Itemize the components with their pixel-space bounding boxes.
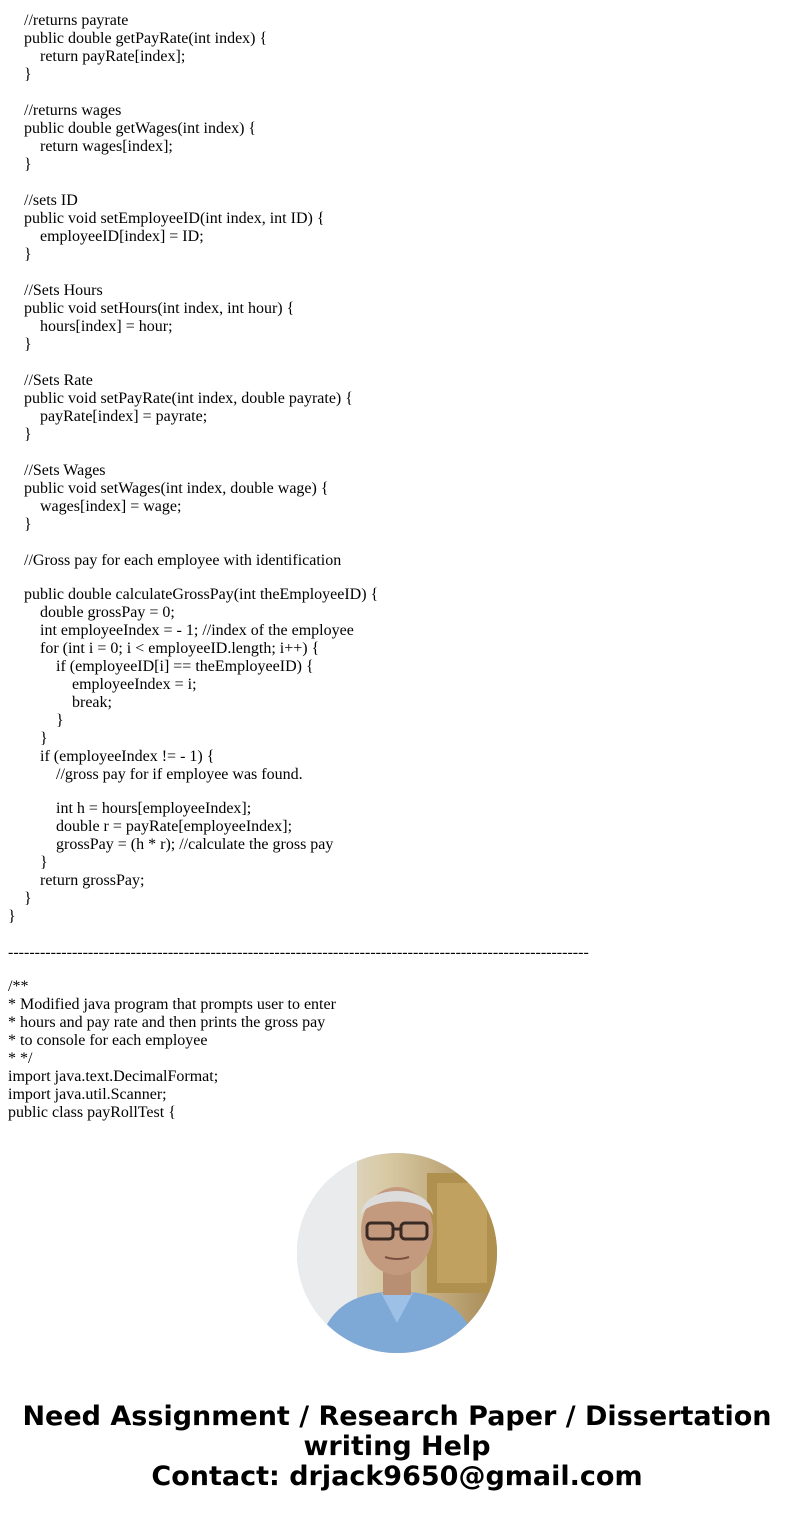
code-line: //Sets Rate (8, 372, 93, 389)
code-line: } (8, 890, 32, 907)
code-line: } (8, 712, 64, 729)
code-line: //Gross pay for each employee with identification (8, 552, 342, 569)
code-line: //returns wages (8, 102, 122, 119)
code-line: } (8, 246, 32, 263)
code-line: } (8, 516, 32, 533)
code-block-accessors (8, 12, 778, 570)
code-line (8, 174, 778, 192)
code-line: return payRate[index]; (8, 48, 186, 65)
code-line (8, 534, 778, 552)
code-line: //gross pay for if employee was found. (8, 766, 303, 783)
code-line: } (8, 730, 48, 747)
code-line: if (employeeID[i] == theEmployeeID) { (8, 658, 314, 675)
code-line: /** (8, 978, 29, 995)
code-line: public void setPayRate(int index, double payrate) { (8, 390, 353, 407)
code-line: * to console for each employee (8, 1032, 208, 1049)
code-line: wages[index] = wage; (8, 498, 182, 515)
code-line: //Sets Hours (8, 282, 103, 299)
code-line: break; (8, 694, 112, 711)
code-line: public double getPayRate(int index) { (8, 30, 268, 47)
spacer (8, 570, 778, 586)
divider-line: ------------------------------------------------------------------------------------------------------------- (8, 944, 589, 961)
code-line: * */ (8, 1050, 33, 1067)
code-line: return grossPay; (8, 872, 145, 889)
code-line: hours[index] = hour; (8, 318, 173, 335)
code-listing (8, 12, 778, 1122)
code-line: * hours and pay rate and then prints the gross pay (8, 1014, 326, 1031)
code-line: employeeIndex = i; (8, 676, 197, 693)
person-portrait-image (297, 1153, 497, 1353)
code-line: grossPay = (h * r); //calculate the gross pay (8, 836, 334, 853)
code-line (8, 84, 778, 102)
code-line: import java.text.DecimalFormat; (8, 1068, 219, 1085)
footer-contact-line: Contact: drjack9650@gmail.com (151, 1461, 643, 1492)
footer-line-1: Need Assignment / Research Paper / Dissertation (22, 1401, 772, 1432)
code-block-payroll-test-header (8, 978, 778, 1122)
code-line: for (int i = 0; i < employeeID.length; i++) { (8, 640, 320, 657)
code-line: public double getWages(int index) { (8, 120, 257, 137)
author-photo (297, 1153, 497, 1353)
code-line: public void setEmployeeID(int index, int ID) { (8, 210, 325, 227)
code-line: } (8, 854, 48, 871)
code-line: public void setHours(int index, int hour) { (8, 300, 295, 317)
code-line: public double calculateGrossPay(int theEmployeeID) { (8, 586, 379, 603)
code-line: } (8, 336, 32, 353)
footer-line-2: writing Help (303, 1431, 491, 1462)
code-line: } (8, 66, 32, 83)
code-line: public void setWages(int index, double wage) { (8, 480, 329, 497)
code-line: if (employeeIndex != - 1) { (8, 748, 215, 765)
code-line: * Modified java program that prompts user to enter (8, 996, 336, 1013)
code-line: employeeID[index] = ID; (8, 228, 204, 245)
code-line: public class payRollTest { (8, 1104, 176, 1121)
code-line: int h = hours[employeeIndex]; (8, 800, 252, 817)
code-line: } (8, 156, 32, 173)
code-line: import java.util.Scanner; (8, 1086, 167, 1103)
code-block-calculate-gross-pay (8, 586, 778, 784)
code-line: return wages[index]; (8, 138, 173, 155)
code-line: //sets ID (8, 192, 78, 209)
code-block-gross-pay-result (8, 800, 778, 926)
code-line: payRate[index] = payrate; (8, 408, 208, 425)
spacer (8, 926, 778, 944)
code-line: } (8, 426, 32, 443)
spacer (8, 962, 778, 978)
footer-contact-banner (0, 1402, 794, 1492)
code-line (8, 264, 778, 282)
spacer (8, 784, 778, 800)
code-line: double grossPay = 0; (8, 604, 175, 621)
code-line: int employeeIndex = - 1; //index of the employee (8, 622, 354, 639)
code-line: //Sets Wages (8, 462, 106, 479)
code-line: } (8, 908, 16, 925)
code-line (8, 444, 778, 462)
code-line (8, 354, 778, 372)
code-line: double r = payRate[employeeIndex]; (8, 818, 293, 835)
code-line: //returns payrate (8, 12, 129, 29)
